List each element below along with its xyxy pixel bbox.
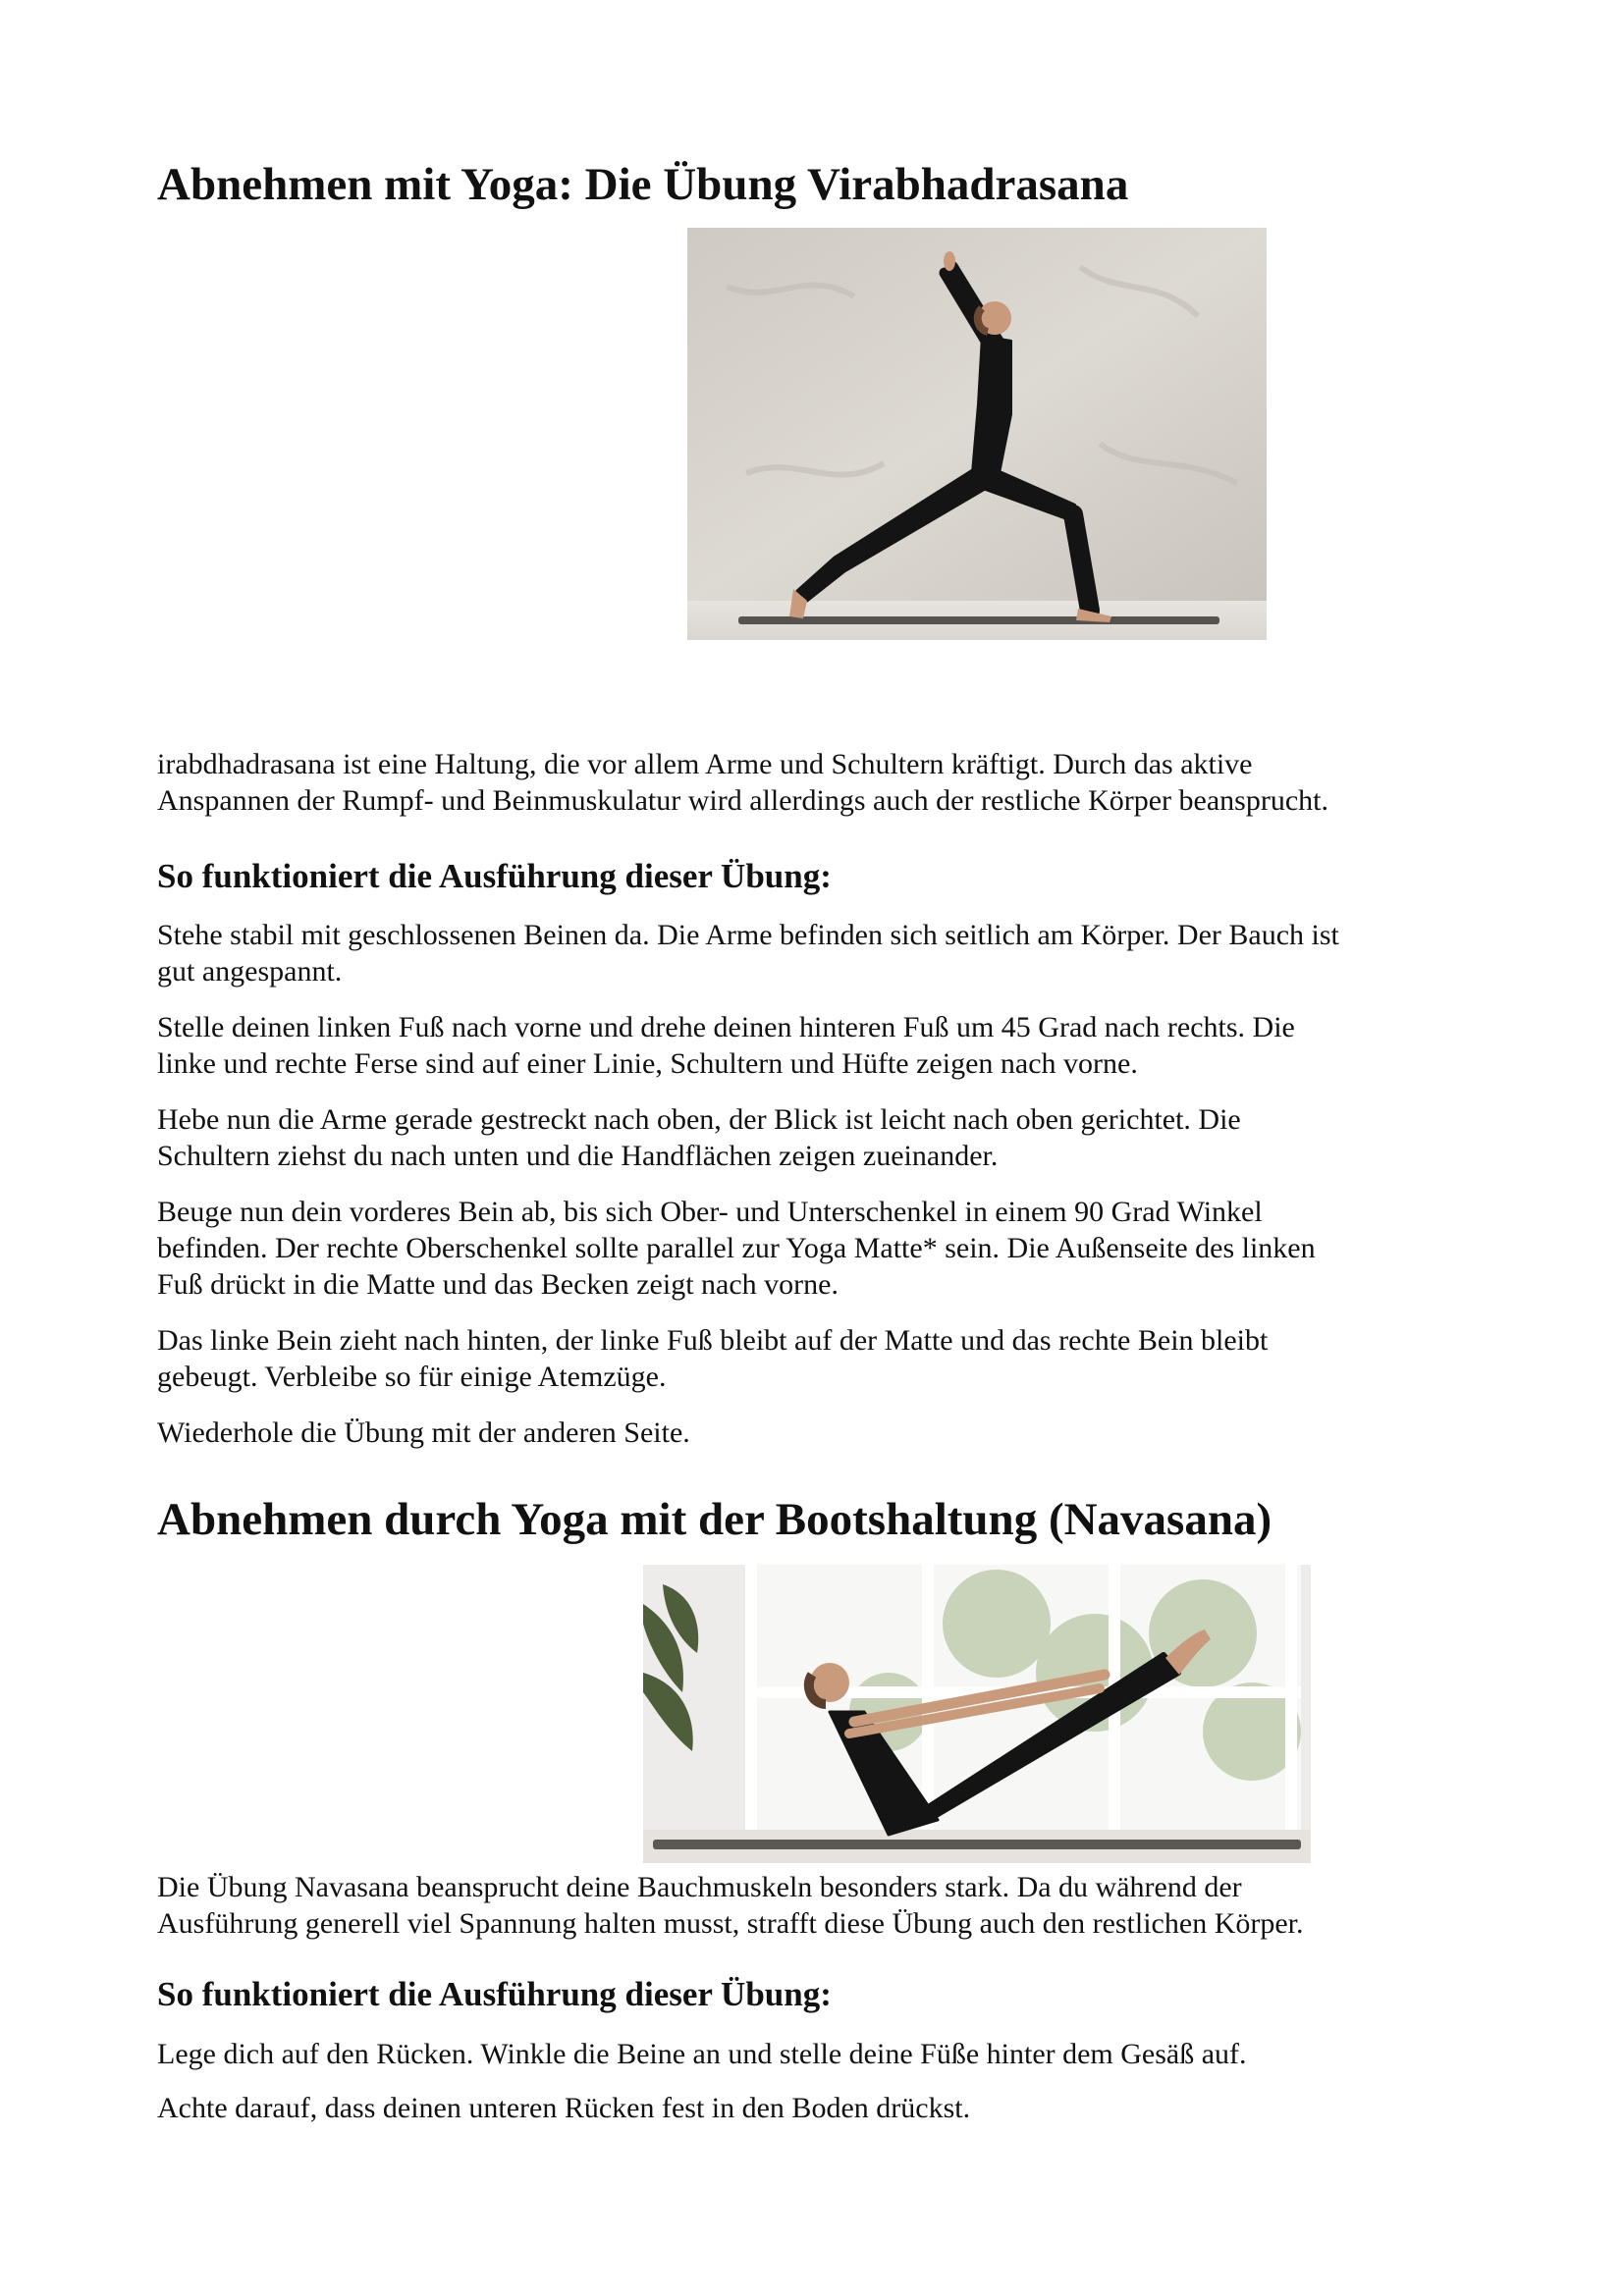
boat-pose-illustration xyxy=(643,1565,1311,1863)
step-2-line-1: Stelle deinen linken Fuß nach vorne und drehe deinen hinteren Fuß um 45 Grad nach rechts. Die xyxy=(157,1011,1295,1043)
section-2-intro-line-1: Die Übung Navasana beansprucht deine Bauchmuskeln besonders stark. Da du während der xyxy=(157,1871,1242,1903)
yoga-warrior-pose-photo xyxy=(687,228,1267,640)
step-6-line-1: Wiederhole die Übung mit der anderen Seite. xyxy=(157,1416,690,1449)
step-4-line-1: Beuge nun dein vorderes Bein ab, bis sich Ober- und Unterschenkel in einem 90 Grad Winkel xyxy=(157,1196,1263,1228)
step-3-line-2: Schultern ziehst du nach unten und die Handflächen zeigen zueinander. xyxy=(157,1140,999,1172)
step-1-line-2: gut angespannt. xyxy=(157,955,343,988)
section-1-title: Abnehmen mit Yoga: Die Übung Virabhadrasana xyxy=(157,159,1129,210)
step-5-line-1: Das linke Bein zieht nach hinten, der linke Fuß bleibt auf der Matte und das rechte Bein bleibt xyxy=(157,1324,1269,1357)
yoga-boat-pose-photo xyxy=(643,1565,1311,1863)
section-1-intro-line-1: irabdhadrasana ist eine Haltung, die vor allem Arme und Schultern kräftigt. Durch das aktive xyxy=(157,748,1253,780)
step-1-line-1: Stehe stabil mit geschlossenen Beinen da. Die Arme befinden sich seitlich am Körper. Der Bauch ist xyxy=(157,919,1339,951)
step-4-line-2: befinden. Der rechte Oberschenkel sollte parallel zur Yoga Matte* sein. Die Außenseite des linken xyxy=(157,1232,1316,1264)
warrior-pose-illustration xyxy=(687,228,1267,640)
step-4-line-3: Fuß drückt in die Matte und das Becken zeigt nach vorne. xyxy=(157,1268,839,1301)
section-1-subheading: So funktioniert die Ausführung dieser Übung: xyxy=(157,857,832,895)
section-1-intro-line-2: Anspannen der Rumpf- und Beinmuskulatur wird allerdings auch der restliche Körper beansprucht. xyxy=(157,784,1328,817)
section-2-intro-line-2: Ausführung generell viel Spannung halten musst, strafft diese Übung auch den restlichen Körper. xyxy=(157,1907,1304,1940)
section-2-step-2: Achte darauf, dass deinen unteren Rücken fest in den Boden drückst. xyxy=(157,2092,971,2124)
step-5-line-2: gebeugt. Verbleibe so für einige Atemzüge. xyxy=(157,1361,667,1393)
section-2-title: Abnehmen durch Yoga mit der Bootshaltung (Navasana) xyxy=(157,1494,1272,1545)
section-2-step-1: Lege dich auf den Rücken. Winkle die Beine an und stelle deine Füße hinter dem Gesäß auf. xyxy=(157,2038,1247,2070)
section-2-subheading: So funktioniert die Ausführung dieser Übung: xyxy=(157,1975,832,2013)
step-3-line-1: Hebe nun die Arme gerade gestreckt nach oben, der Blick ist leicht nach oben gerichtet. Die xyxy=(157,1103,1241,1136)
step-2-line-2: linke und rechte Ferse sind auf einer Linie, Schultern und Hüfte zeigen nach vorne. xyxy=(157,1047,1138,1080)
